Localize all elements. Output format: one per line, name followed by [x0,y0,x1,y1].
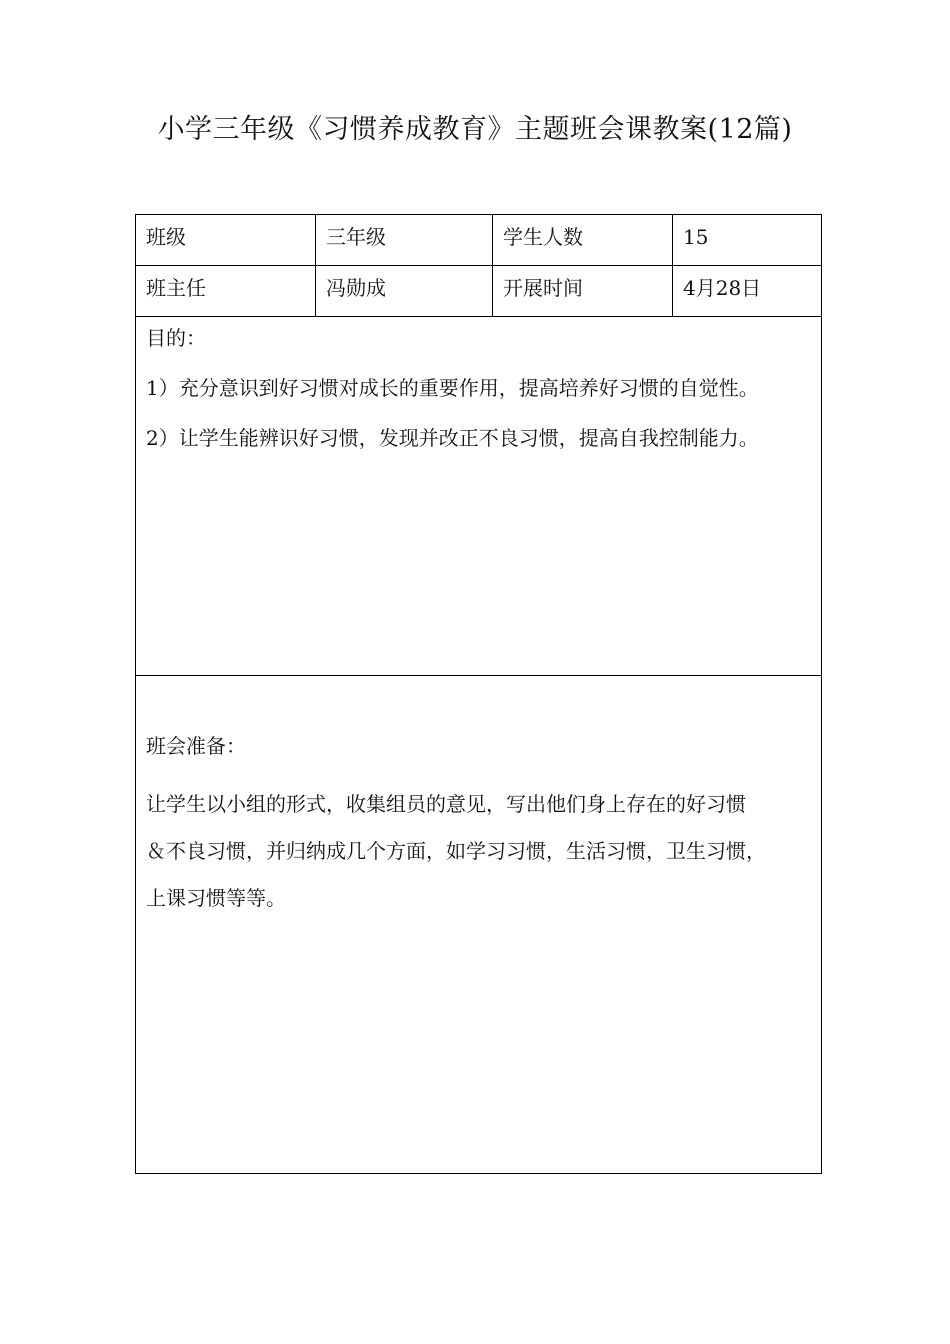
teacher-label: 班主任 [136,266,316,317]
info-row-class [136,215,822,266]
students-label: 学生人数 [493,215,673,266]
class-value: 三年级 [316,215,493,266]
purpose-item-2: 2）让学生能辨识好习惯，发现并改正不良习惯，提高自我控制能力。 [146,426,759,450]
document-title: 小学三年级《习惯养成教育》主题班会课教案(12篇) [157,114,793,145]
teacher-value: 冯勋成 [316,266,493,317]
preparation-section [136,676,822,1174]
preparation-line-2: ＆不良习惯，并归纳成几个方面，如学习习惯，生活习惯，卫生习惯， [146,839,766,863]
class-label: 班级 [136,215,316,266]
purpose-section [136,317,822,676]
purpose-row [136,317,822,676]
preparation-row [136,676,822,1174]
date-value: 4月28日 [673,266,822,317]
preparation-line-1: 让学生以小组的形式，收集组员的意见，写出他们身上存在的好习惯 [146,792,746,816]
students-value: 15 [673,215,822,266]
preparation-line-3: 上课习惯等等。 [146,886,286,910]
purpose-item-1: 1）充分意识到好习惯对成长的重要作用，提高培养好习惯的自觉性。 [146,376,759,400]
info-row-teacher [136,266,822,317]
date-label: 开展时间 [493,266,673,317]
preparation-body [146,781,812,922]
preparation-heading: 班会准备： [146,734,246,758]
purpose-heading: 目的： [146,326,206,350]
lesson-plan-table [135,214,822,1174]
